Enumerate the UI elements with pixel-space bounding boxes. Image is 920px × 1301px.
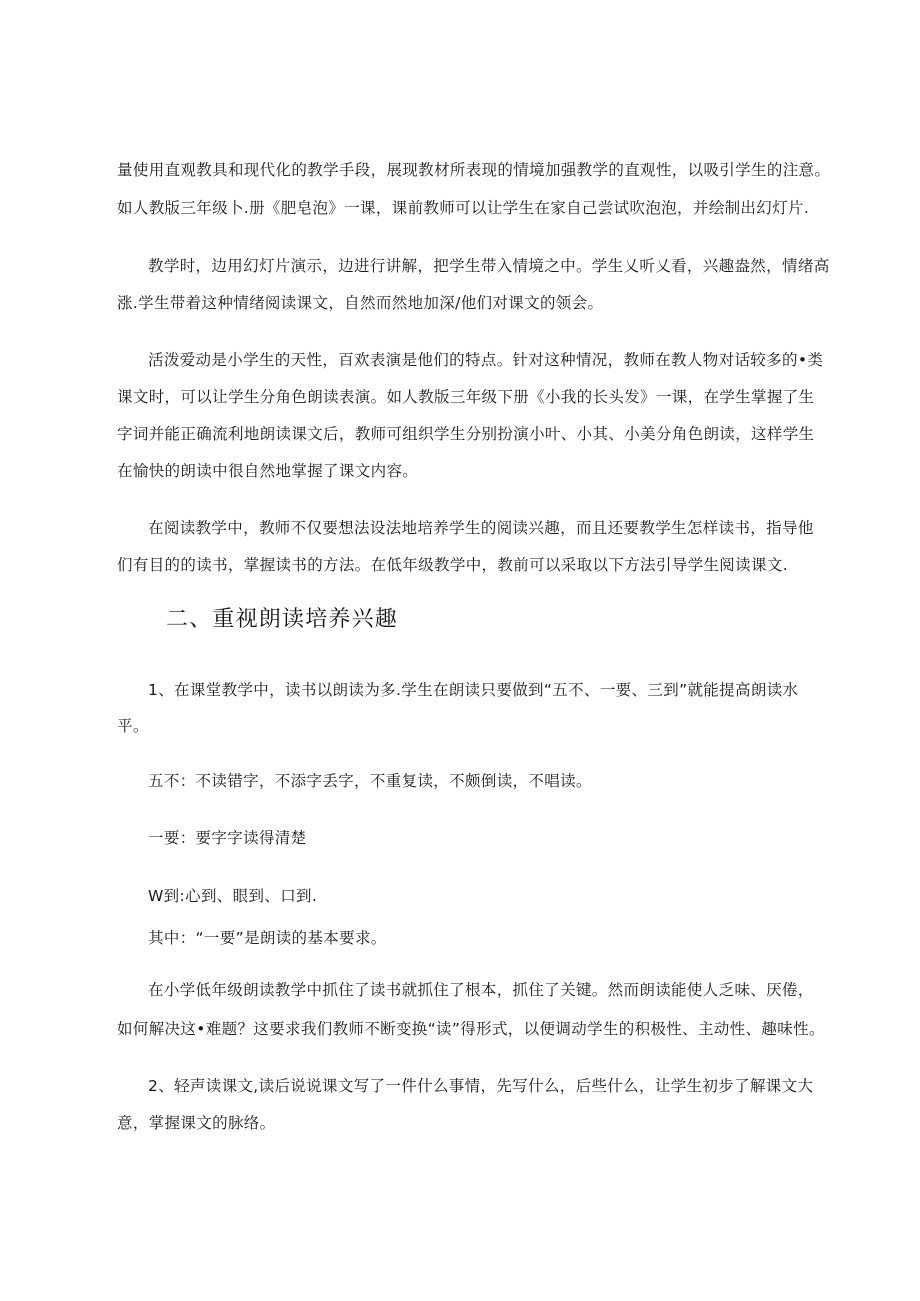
paragraph-2-line-2: 涨.学生带着这种情绪阅读课文，自然而然地加深/他们对课文的领会。	[117, 294, 604, 312]
paragraph-1-line-1: 量使用直观教具和现代化的教学手段，展现教材所表现的情境加强教学的直观性，以吸引学生的注意。	[117, 161, 831, 179]
paragraph-2-line-1: 教学时，边用幻灯片演示，边进行讲解，把学生带入情境之中。学生乂听乂看，兴趣盎然，情绪高	[148, 257, 830, 275]
paragraph-3-line-4: 在愉快的朗读中很自然地掌握了课文内容。	[117, 462, 419, 480]
rule-five-not: 五不：不读错字，不添字丢字，不重复读，不颇倒读，不唱读。	[148, 772, 592, 790]
paragraph-4-line-2: 们有目的的读书，掌握读书的方法。在低年级教学中，教前可以采取以下方法引导学生阅读课文.	[117, 556, 788, 574]
list-item-2-line-2: 意，掌握课文的脉络。	[117, 1114, 276, 1132]
paragraph-3-line-2: 课文时，可以让学生分角色朗读表演。如人教版三年级下册《小我的长头发》一课，在学生掌握了生	[117, 388, 815, 406]
paragraph-3-line-3: 字词并能正确流利地朗读课文后，教师可组织学生分别扮演小叶、小其、小美分角色朗读，这样学生	[117, 425, 815, 443]
section-heading: 二、重视朗读培养兴趣	[166, 607, 399, 632]
paragraph-3-line-1: 活泼爱动是小学生的天性，百欢表演是他们的特点。针对这种情况，教师在教人物对话较多的•类	[148, 351, 824, 369]
list-item-1-line-2: 平。	[117, 717, 149, 735]
rule-note: 其中：“一要”是朗读的基本要求。	[148, 929, 387, 947]
paragraph-1-line-2: 如人教版三年级卜.册《肥皂泡》一课，课前教师可以让学生在家自己尝试吹泡泡，并绘制出幻灯片.	[117, 199, 810, 217]
list-item-1-line-1: 1、在课堂教学中，读书以朗读为多.学生在朗读只要做到“五不、一要、三到”就能提高朗读水	[148, 681, 799, 699]
closing-paragraph-line-1: 在小学低年级朗读教学中抓住了读书就抓住了根本，抓住了关键。然而朗读能使人乏味、厌倦，	[148, 981, 814, 999]
closing-paragraph-line-2: 如何解决这•难题？这要求我们教师不断变换“读”得形式，以便调动学生的积极性、主动性、趣味性。	[117, 1020, 825, 1038]
rule-three-to: W到:心到、眼到、口到.	[148, 887, 318, 905]
list-item-2-line-1: 2、轻声读课文,读后说说课文写了一件什么事情，先写什么，后些什么，让学生初步了解课文大	[148, 1077, 814, 1095]
paragraph-4-line-1: 在阅读教学中，教师不仅要想法设法地培养学生的阅读兴趣，而且还要教学生怎样读书，指导他	[148, 519, 814, 537]
rule-one-must: 一要：要字字读得清楚	[148, 829, 307, 847]
